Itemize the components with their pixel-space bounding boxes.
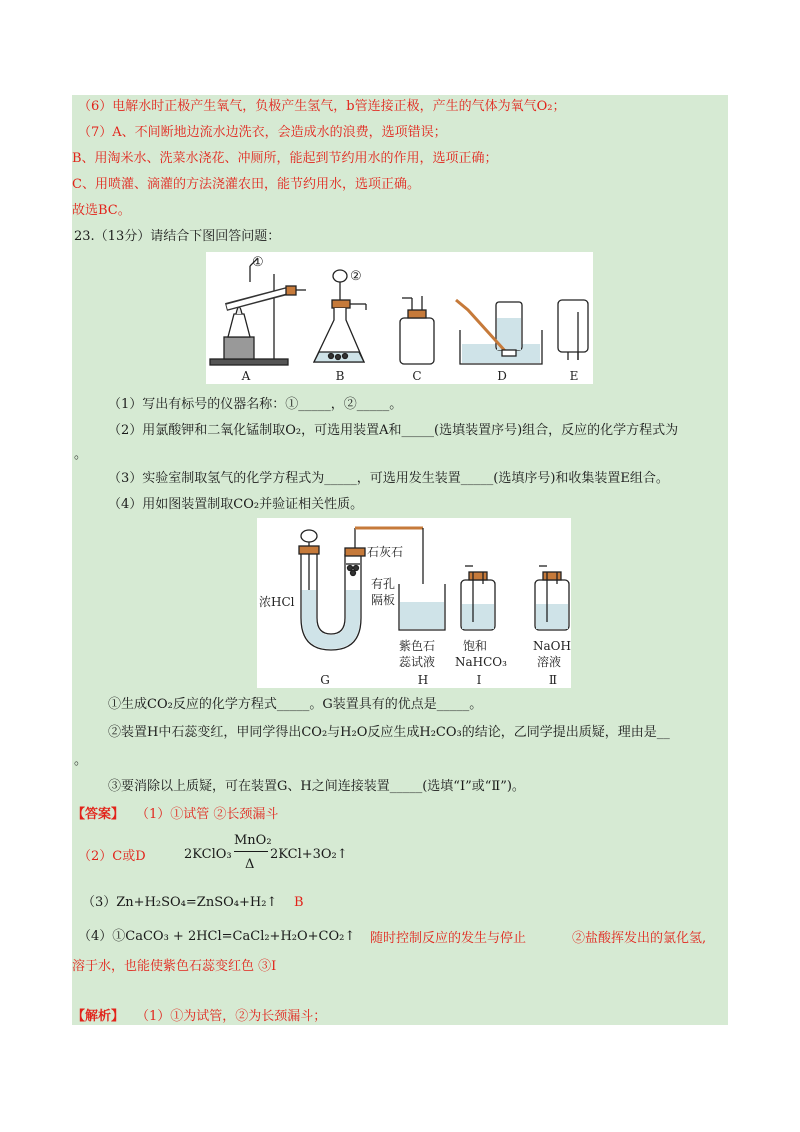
label-h-2: 蕊试液 (399, 655, 436, 669)
apparatus-a (210, 258, 306, 365)
apparatus-figure-2 (257, 518, 571, 688)
apparatus-figure-1-svg (206, 252, 593, 384)
answer-4-reason: ②盐酸挥发出的氯化氢, (572, 931, 707, 946)
analysis-tag: 【解析】 (72, 1009, 125, 1024)
apparatus-d (456, 300, 542, 364)
label-i: I (476, 673, 482, 687)
label-a: A (241, 369, 251, 383)
answer-4: （4）①CaCO₃ + 2HCl=CaCl₂+H₂O+CO₂↑ (78, 929, 356, 944)
apparatus-ii (535, 566, 569, 630)
apparatus-i (461, 566, 495, 630)
explain-line-7: （7）A、不间断地边流水边洗衣，会造成水的浪费，选项错误； (78, 125, 447, 140)
apparatus-e (558, 300, 588, 360)
label-stone: 石灰石 (367, 545, 404, 559)
explain-line-6: （6）电解水时正极产生氧气，负极产生氢气，b管连接正极，产生的气体为氧气O₂； (78, 99, 566, 114)
answer-1: （1）①试管 ②长颈漏斗 (136, 807, 279, 822)
subq-4-3: ③要消除以上质疑，可在装置G、H之间连接装置_____(选填“Ⅰ”或“Ⅱ”)。 (108, 779, 525, 794)
label-g: G (320, 673, 330, 687)
answer-3-b: B (294, 895, 304, 910)
mark-2: ② (350, 269, 362, 284)
answer-tag: 【答案】 (72, 807, 125, 822)
subq-1: （1）写出有标号的仪器名称：①_____，②_____。 (108, 397, 403, 412)
subq-3: （3）实验室制取氢气的化学方程式为_____，可选用发生装置_____(选填序号)和收集装置E组合。 (108, 471, 669, 486)
label-e: E (569, 369, 579, 383)
subq-2: （2）用氯酸钾和二氧化锰制取O₂，可选用装置A和_____(选填装置序号)组合，反应的化学方程式为 (108, 423, 679, 438)
label-i-2: NaHCO₃ (455, 655, 507, 669)
label-c: C (412, 369, 422, 383)
subq-4: （4）用如图装置制取CO₂并验证相关性质。 (108, 497, 364, 512)
apparatus-c (400, 296, 434, 364)
label-h-1: 紫色石 (399, 639, 436, 653)
explain-conclusion: 故选BC。 (72, 203, 131, 218)
answer-3: （3）Zn+H₂SO₄=ZnSO₄+H₂↑ (82, 895, 278, 910)
label-plate-1: 有孔 (371, 577, 396, 591)
answer-2-heat: Δ (245, 857, 255, 872)
label-b: B (335, 369, 345, 383)
apparatus-h (399, 584, 445, 630)
apparatus-figure-2-svg (257, 518, 571, 688)
label-ii-1: NaOH (533, 639, 571, 653)
answer-2-catalyst: MnO₂ (234, 833, 272, 848)
subq-4-2-tail: 。 (74, 753, 88, 768)
subq-4-1: ①生成CO₂反应的化学方程式_____。G装置具有的优点是_____。 (108, 697, 483, 712)
answer-4-reason-cont: 溶于水，也能使紫色石蕊变红色 ③Ⅰ (72, 959, 277, 974)
label-ii-2: 溶液 (537, 655, 562, 669)
label-hcl: 浓HCl (259, 595, 295, 609)
analysis-1: （1）①为试管，②为长颈漏斗； (136, 1009, 327, 1024)
answer-2-right: 2KCl+3O₂↑ (270, 847, 348, 862)
question-title: 23.（13分）请结合下图回答问题： (74, 229, 281, 244)
label-plate-2: 隔板 (371, 593, 396, 607)
mark-1: ① (252, 255, 264, 270)
label-i-1: 饱和 (463, 639, 488, 653)
explain-line-c: C、用喷灌、滴灌的方法浇灌农田，能节约用水，选项正确。 (72, 177, 420, 192)
explain-line-b: B、用淘米水、洗菜水浇花、冲厕所，能起到节约用水的作用，选项正确； (72, 151, 498, 166)
apparatus-figure-1 (206, 252, 593, 384)
answer-2-left: 2KClO₃ (184, 847, 232, 862)
answer-2-reaction-line (234, 851, 268, 852)
answer-4-advantage: 随时控制反应的发生与停止 (370, 931, 527, 946)
answer-2-label: （2）C或D (78, 849, 146, 864)
label-ii: Ⅱ (548, 673, 558, 687)
label-d: D (497, 369, 507, 383)
subq-2-tail: 。 (74, 447, 88, 462)
label-h: H (417, 673, 429, 687)
subq-4-2: ②装置H中石蕊变红，甲同学得出CO₂与H₂O反应生成H₂CO₃的结论，乙同学提出质疑，理由是__ (108, 725, 670, 740)
